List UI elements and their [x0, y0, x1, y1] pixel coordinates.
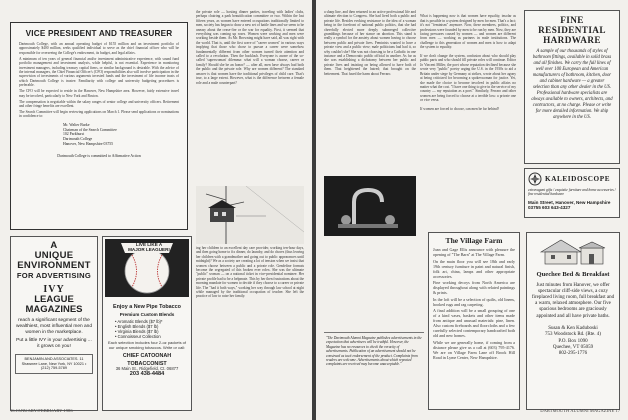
- left-page: [0, 0, 312, 420]
- village-text: Joan and Gage Ellis announce with pleasure the opening of "The Barn" at The Village Farm.: [433, 247, 515, 257]
- blend-item: • Aromatic Blends ($7 lb)*: [115, 318, 163, 324]
- village-farm-ad: [428, 232, 520, 410]
- right-page: [316, 0, 628, 420]
- blend-item: • Virginia Blends ($7 lb): [115, 329, 159, 334]
- contact-line: Susan & Ken Kaduboski: [548, 325, 598, 331]
- page-footer-left: 16 JANUARY/FEBRUARY 1986: [10, 408, 73, 413]
- quechee-body: Just minutes from Hanover, we offer spectacular cliff-side views, a cozy fireplaced living room, full breakfast and a warm, relaxed atmosphere. Our five spacious bedrooms are graciously appointed and all have private baths.: [531, 282, 615, 319]
- ad-body: Put a little IVY in your advertising ... it grows on you!: [16, 338, 92, 350]
- vp-ad-p4: The compensation is negotiable within the salary ranges of senior college and university officers. Retirement and other fringe benefits are excellent.: [19, 99, 179, 109]
- vp-ad-p5: The Search Committee will begin reviewing applications on March 1. Please send applications or nominations in confidence to:: [19, 110, 179, 119]
- article-text: a sharp line, and then returned to an active professional life and ultimate election to Congress. She had lived both a public and private life. Besides evoking resistance to the idea of a woman being in the forefront of national public politics, that she had cheerfully elected more deeply submerged collective grumblings because of her stance on abortion. This stand is really a symbol for the anxiety about women having to choose between public and private lives. Feminists wanted to have a private view and a public view; male politicians had had it, so why couldn't she? She was not choosing to be a Catholic in one instance and a Democratic public official in another. As far as she was establishing a dichotomy between her public and private lives and insisting on being allowed to have both of them. That heightened the hatred; that brought on the betterment. That fused the harm about Ferraro.: [324, 10, 416, 76]
- banner-line: MAJOR LEAGUER!: [128, 247, 170, 252]
- ad-body: reach a significant segment of the wealthiest, most influential men and women in the marketplace.: [16, 318, 92, 335]
- village-farm-name: The Village Farm: [445, 236, 503, 245]
- vice-president-ad: [10, 22, 188, 230]
- shop-address: 36 Main St., Ridgefield, Ct. 06877: [115, 365, 179, 371]
- article-column-2: [420, 10, 516, 117]
- page-footer-right: DARTMOUTH ALUMNI MAGAZINE 17: [540, 408, 620, 413]
- ad-headline: MAGAZINES: [25, 304, 83, 315]
- pipe-ad-note: Each selection includes four 2-oz packets of our unique smoking tobaccos. Write or call:: [107, 340, 187, 350]
- article-text: the private role — hosting dinner parties, traveling with ladies' clubs, perhaps chairing a park beautification committee or two. Within the last fifteen years, as women have entered occupations traditionally limited to men, society has begun to draw a new set of battle lines and we seem to be uneasy about the cease-fire or the war for equality. First, it seemed that everything was coming up roses. Women were working and men were working beside them. As Mr. Browning might have said, all was right with the world. That is, until the first wave of "career women" in various ways implying that those who chose to pursue a career were somehow fundamentally different from other women turned their attention and called to a revolution. Then the backlash. Everyone is aware of the so-called 'superwoman' dilemma: what will a woman choose, career or family? Should she be an honor? — after all, men have always had both the public and the private role. Why are women different? The standard answer is that women have the traditional privileges of child care. That's true, to a large extent. However, what is the difference between a female role and a male counterpart?: [196, 10, 304, 85]
- article-column-3: [324, 244, 424, 328]
- addr-line: Hanover, New Hampshire 03755: [63, 142, 114, 147]
- shop-name: TOBACCONIST: [127, 360, 167, 367]
- pipe-tobacco-ad: [102, 236, 192, 411]
- baseball-banner: [123, 242, 175, 252]
- blend-item: • Connoisseur Collection: [115, 334, 161, 340]
- farmhouse-illustration: [531, 236, 615, 266]
- village-text: In the loft will be a selection of quilts, old linens, hooked rugs and rag carpeting.: [433, 296, 515, 307]
- ad-body: A sample of our thousands of styles of bathroom fittings, available in solid brass and all finishes. We carry the full lines of well over 100 European and American manufacturers of bathroom, kitchen, door and cabinet hardware — a greater selection than any other dealer in the US. Professional hardware specialists are always available to owners, architects, and contractors, at no charge. Please or write for more detailed information. We ship anywhere in the US.: [531, 49, 613, 120]
- ad-headline: LEAGUE: [34, 294, 74, 305]
- article-column-top: [196, 10, 304, 87]
- vp-ad-eo: Dartmouth College is committed to Affirmative Action: [57, 153, 141, 158]
- addr-line: Mr. Walter Burke: [63, 122, 90, 127]
- unique-environment-ad: [10, 236, 98, 411]
- pipe-ad-sub: Premium Custom Blends: [119, 312, 175, 318]
- ad-headline: ENVIRONMENT: [17, 260, 91, 271]
- village-text: While we are generally home, if coming from a distance please give us a call at (603) 795-4176. We are on Village Farm Lane off Brook Hill Road in Lyme Center, New Hampshire.: [433, 339, 515, 360]
- bird-feeder-illustration: [196, 186, 304, 244]
- bird-feeder-photo: [196, 186, 304, 244]
- shop-name: CHIEF CATOONAH: [122, 352, 172, 359]
- village-text: Fine working decoys from North America are displayed throughout along with related paintings & prints.: [433, 280, 515, 296]
- ad-headline: FINE: [560, 15, 584, 25]
- advertising-disclaimer: [324, 332, 424, 412]
- fine-hardware-ad: [524, 10, 620, 164]
- ad-headline: HARDWARE: [543, 35, 601, 45]
- vp-ad-p3: The CFO will be expected to reside in the Hanover, New Hampshire area. However, fairly extensive travel may be involved, particularly to New York and Boston.: [19, 89, 179, 98]
- faucet-photo: [324, 176, 416, 236]
- village-text: On the main floor you will see 18th and early 19th century furniture in paint and natural finish, folk art, china, lamps and other appropriate accessories.: [433, 258, 515, 279]
- article-text: ing her children to an excellent day care provider, working ten-hour days, and then going home to fix dinner, do laundry, and do chores (thus leaving her children with a grandmother and going out to public appearances until midnight)? We as a society are creating a lot of tension when we insist that women choose between a public and a private role. Gendefine formats become the segregated of this broken ever rolex. She was the ultimate "public" woman — on a national ticket in vice-presidential nominee. Her private profile had to be a helpmate. This by her then frustrations about the morning mandate for women to decide if they choose to a career or private life. The "had it both ways," working her way through law school at night while managed by the traditional occupation of teacher. She left the practice of law to raise her family.: [196, 246, 304, 299]
- ad-headline: UNIQUE: [34, 250, 74, 261]
- kaleidoscope-address: Main Street, Hanover, New Hampshire 03755 603 643-4327: [528, 199, 611, 210]
- quechee-name: Quechee Bed & Breakfast: [536, 271, 610, 278]
- vp-ad-p2: A minimum of ten years of general financial and/or investment administrative experience, with sound fund portfolio management and investment analysis, while helpful, is not essential. Experience in monitoring investment managers, including treasury capital firms, or similar background is desirable. With the advice of the internal managers, the Chief Financial Officer's (CFO) responsibilities also will involve participation in the supervision of investments of various arguments invested funds and the investment of life income trusts of which Dartmouth College is trustee. Familiarity with college and university budgeting procedures is preferable.: [19, 56, 179, 88]
- blend-list: [105, 319, 189, 339]
- ad-headline: RESIDENTIAL: [538, 25, 606, 35]
- article-text: What is happening now is that women have equality, insofar as that is possible in a system designed by men for men. That's a fact; it's not "feminism" anymore. Now, these members, politics, and professions were founded by men to be run by men. Now, they are facing pressures caused by women — and women are different from men — working as partners in male institutions. The challenge to this generation of women and men is how to adapt the system to equality. If we don't change the system, confusion about who should play public parts and who should fill private roles will continue. Editor Jo Vincent Miller, the poet whose reputation declined because she wrote very "public" poetry urging the U.S. in the 1930s to aid a Britain under siege by Germany at strikes, wrote about her agony at being criticized for becoming a spokeswoman for justice. Yet, she made the choice to become involved in public affairs no matter what the cost. "I have one thing to give in the service of my country — my reputation as a poet." Similarly, Ferraro and other women are being forced to choose at a terrible loss: a private one or vice versa. If women are forced to choose, can men be far behind?: [420, 14, 516, 111]
- kaleidoscope-name: KALEIDOSCOPE: [545, 175, 611, 183]
- article-column-bottom: [196, 246, 304, 300]
- vp-ad-p1: Dartmouth College, with an annual operating budget of $155 million and an investment portfolio of approximately $400 million, seeks qualified individual to serve as the chief financial officer who will be responsible for overseeing the College's endowment, its budget, and legal affairs.: [19, 42, 179, 55]
- faucet-illustration: [324, 176, 416, 236]
- disclaimer-text: "The Dartmouth Alumni Magazine publishes advertisements in the expectation that advertisers will be truthful. However, the Magazine has no resources to check the veracity of advertisements. Publication of an advertisement should not be construed as tacit endorsement of the product. Complaints from readers are welcome. Advertisements about which repeated complaints are received may become unacceptable.": [326, 336, 422, 367]
- ad-signature: BENJAMIN AND ASSOCIATES. 11 Shawnee Lane, New York, NY 10021 • (212) 759-5789: [15, 354, 93, 374]
- kaleidoscope-ad: [524, 168, 620, 218]
- article-column-1: [324, 10, 416, 78]
- vp-ad-address: [63, 123, 179, 147]
- pipe-ad-title: Enjoy a New Pipe Tobacco: [113, 304, 181, 310]
- vp-ad-title: VICE PRESIDENT AND TREASURER: [25, 29, 173, 38]
- addr-line: 102 Parkhurst: [63, 132, 85, 137]
- kaleidoscope-desc: extravagant gifts / exquisite furniture and home accessories / fine residential hardware: [528, 188, 616, 197]
- blend-item: • English Blends ($7 lb): [115, 323, 159, 329]
- banner-line: LIVE LIKE A: [135, 242, 163, 247]
- kaleidoscope-logo-icon: [528, 172, 542, 186]
- shop-phone: 203 438-4484: [129, 371, 165, 378]
- quechee-contact: [531, 326, 615, 358]
- contact-line: Quechee, VT 05059: [552, 345, 594, 351]
- addr-line: Chairman of the Search Committee: [63, 127, 117, 132]
- ad-headline: FOR ADVERTISING: [16, 271, 92, 280]
- contact-line: 753 Woodstock Rd. (Rte. 4): [545, 332, 601, 338]
- ivy-wordmark: IVY: [43, 284, 65, 295]
- village-text: A final addition will be a small grouping of one of a kind vases, baskets and other items made from antique and unusual materials: pine, linen. Also custom fireboards and floorcloths and a few carefully selected contemporary handcrafted both old and new homes.: [433, 308, 515, 339]
- quechee-bnb-ad: [526, 232, 620, 410]
- contact-line: 802-295-1776: [558, 351, 588, 357]
- ad-headline: A: [50, 240, 58, 251]
- contact-line: P.O. Box 1090: [558, 338, 588, 344]
- addr-line: Dartmouth College: [63, 137, 93, 142]
